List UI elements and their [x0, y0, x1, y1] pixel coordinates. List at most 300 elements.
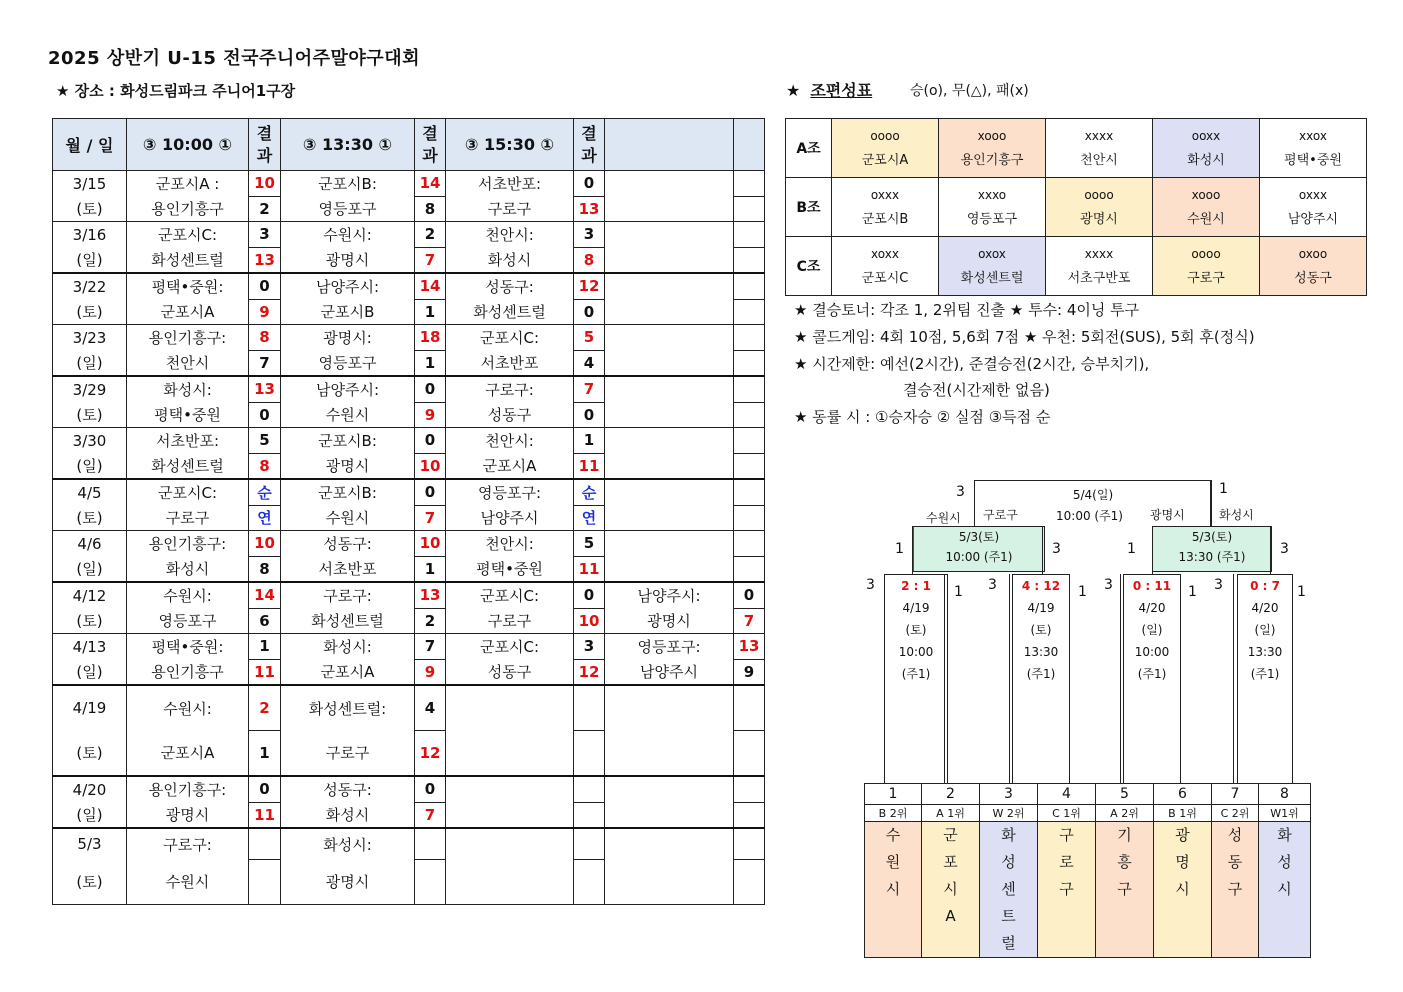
- team-name: 영등포구: [281, 196, 415, 222]
- team-name: [446, 802, 574, 828]
- team-name: 화성센트럴: [446, 299, 574, 325]
- score-cell: 9: [415, 659, 446, 685]
- score-cell: [415, 828, 446, 860]
- quarterfinal-time: 10:00: [898, 645, 934, 659]
- schedule-row: [53, 273, 765, 299]
- quarterfinal-left-score: 3: [1214, 577, 1223, 593]
- team-record: oxoo: [1298, 246, 1328, 261]
- team-name: 구로구: [127, 505, 249, 531]
- team-name: 군포시C:: [446, 634, 574, 660]
- group-row: [786, 119, 1367, 178]
- score-cell: [249, 860, 281, 905]
- team-name: 광명시: [281, 247, 415, 273]
- quarterfinal-left-score: 3: [866, 577, 875, 593]
- semi-box-left: [912, 526, 1045, 572]
- match-date: 4/20: [53, 776, 127, 802]
- score-cell: 8: [249, 556, 281, 582]
- team-name: [605, 350, 734, 376]
- seed-team: [1096, 822, 1154, 958]
- score-cell: [734, 247, 765, 273]
- team-name: 화성시: [446, 247, 574, 273]
- team-name: 평택•중원:: [127, 273, 249, 299]
- score-cell: 연: [574, 505, 605, 531]
- schedule-row: [53, 505, 765, 531]
- team-name: 평택•중원: [446, 556, 574, 582]
- groups-heading-star: ★: [786, 81, 801, 100]
- quarterfinal-time: 10:00: [1134, 645, 1170, 659]
- score-cell: 18: [415, 325, 446, 351]
- quarterfinal-day: (일): [1141, 623, 1163, 637]
- team-name: 군포시B: [281, 299, 415, 325]
- team-name: 화성시: [1187, 152, 1225, 168]
- schedule-row: [53, 659, 765, 685]
- group-team-cell: [939, 178, 1046, 237]
- schedule-row: [53, 776, 765, 802]
- score-cell: [734, 731, 765, 777]
- quarterfinal-date: 4/20: [1251, 601, 1279, 615]
- team-name: [605, 299, 734, 325]
- team-name: 용인기흥구: [960, 152, 1024, 168]
- score-cell: 12: [574, 659, 605, 685]
- team-name: 서초반포:: [127, 428, 249, 454]
- team-name: [446, 731, 574, 777]
- quarterfinal-right-score: 1: [1297, 584, 1306, 600]
- score-cell: [734, 350, 765, 376]
- bracket-line: [1152, 526, 1153, 574]
- seed-team-name: 화성센트럴: [1001, 826, 1016, 952]
- schedule-row: [53, 731, 765, 777]
- match-day: (토): [53, 402, 127, 428]
- team-name: 군포시A :: [127, 171, 249, 197]
- group-team-cell: [939, 237, 1046, 296]
- schedule-row: [53, 802, 765, 828]
- seed-team-row: [865, 822, 1311, 958]
- team-record: xooo: [1191, 187, 1221, 202]
- score-cell: 9: [734, 659, 765, 685]
- seed-team-name: 화성시: [1277, 826, 1292, 898]
- seed-number: 7: [1212, 784, 1259, 805]
- team-name: 성동구: [1294, 270, 1332, 286]
- team-name: 평택•중원: [127, 402, 249, 428]
- team-name: 용인기흥구:: [127, 776, 249, 802]
- score-cell: [734, 222, 765, 248]
- schedule-row: [53, 479, 765, 505]
- team-record: oxxx: [870, 187, 900, 202]
- schedule-row: [53, 634, 765, 660]
- match-day: (일): [53, 453, 127, 479]
- team-name: 광명시: [1080, 211, 1118, 227]
- score-cell: 0: [415, 428, 446, 454]
- match-day: (토): [53, 860, 127, 905]
- score-cell: 13: [249, 247, 281, 273]
- seed-rank: W 2위: [980, 805, 1038, 822]
- score-cell: [734, 776, 765, 802]
- semi-left-date: 5/3(토): [958, 530, 1000, 544]
- score-cell: 3: [574, 222, 605, 248]
- bracket-line: [1210, 480, 1211, 526]
- final-date: 5/4(일): [1072, 488, 1114, 502]
- team-name: 용인기흥구:: [127, 531, 249, 557]
- score-cell: 5: [574, 531, 605, 557]
- seed-team: [980, 822, 1038, 958]
- group-team-cell: [939, 119, 1046, 178]
- semi-right-lscore: 1: [1127, 541, 1136, 557]
- team-name: 구로구:: [446, 376, 574, 402]
- header-result3: 결 과: [574, 119, 605, 171]
- score-cell: 13: [574, 196, 605, 222]
- score-cell: 1: [249, 731, 281, 777]
- quarterfinal-score: 2 : 1: [901, 579, 931, 593]
- seed-team: [1038, 822, 1096, 958]
- seed-rank: A 2위: [1096, 805, 1154, 822]
- semi-right-rscore: 3: [1280, 541, 1289, 557]
- score-cell: 11: [249, 802, 281, 828]
- bracket-line: [974, 480, 975, 526]
- semi-left-time: 10:00 (주1): [945, 550, 1013, 564]
- team-record: oooo: [1084, 187, 1114, 202]
- groups-heading-text: 조편성표: [810, 81, 873, 100]
- match-date: 4/6: [53, 531, 127, 557]
- semi-left-lscore: 1: [895, 541, 904, 557]
- score-cell: 10: [415, 453, 446, 479]
- score-cell: 14: [249, 582, 281, 608]
- rule-time-limit-final: 결승전(시간제한 없음): [903, 381, 1050, 399]
- quarterfinal-field: (주1): [901, 667, 931, 681]
- seed-team: [922, 822, 980, 958]
- team-name: [605, 802, 734, 828]
- quarterfinal-right-score: 1: [1078, 584, 1087, 600]
- quarterfinal-box: [1123, 574, 1181, 783]
- quarterfinal-box: [1237, 574, 1293, 783]
- match-date: 3/29: [53, 376, 127, 402]
- final-time: 10:00 (주1): [1056, 509, 1123, 523]
- team-name: [605, 556, 734, 582]
- team-name: 남양주시: [605, 659, 734, 685]
- seed-rank: B 1위: [1154, 805, 1212, 822]
- score-cell: 순: [574, 479, 605, 505]
- rule-tiebreak: ★ 동률 시 : ①승자승 ② 실점 ③득점 순: [794, 408, 1051, 426]
- seed-number: 6: [1154, 784, 1212, 805]
- score-cell: 0: [249, 402, 281, 428]
- semi-left-rscore: 3: [1052, 541, 1061, 557]
- final-left-score: 3: [956, 484, 965, 500]
- score-cell: 14: [415, 171, 446, 197]
- match-day: (토): [53, 608, 127, 634]
- score-cell: [734, 171, 765, 197]
- group-team-cell: [1046, 119, 1153, 178]
- score-cell: 14: [415, 273, 446, 299]
- score-cell: 5: [249, 428, 281, 454]
- venue-label: ★ 장소 : 화성드림파크 주니어1구장: [56, 82, 296, 100]
- schedule-table: [52, 118, 765, 905]
- group-team-cell: [1153, 119, 1260, 178]
- score-cell: [574, 860, 605, 905]
- score-cell: [734, 273, 765, 299]
- team-name: 천안시: [127, 350, 249, 376]
- semi-right-time: 13:30 (주1): [1178, 550, 1246, 564]
- schedule-row: [53, 860, 765, 905]
- score-cell: 3: [249, 222, 281, 248]
- team-name: [605, 776, 734, 802]
- quarterfinal-day: (토): [1030, 623, 1052, 637]
- team-name: 용인기흥구:: [127, 325, 249, 351]
- schedule-row: [53, 171, 765, 197]
- score-cell: [734, 325, 765, 351]
- team-name: 군포시C:: [446, 582, 574, 608]
- group-team-cell: [1260, 119, 1367, 178]
- team-name: 화성센트럴:: [281, 685, 415, 731]
- score-cell: 7: [415, 505, 446, 531]
- score-cell: [574, 802, 605, 828]
- team-name: 화성시:: [127, 376, 249, 402]
- score-cell: [734, 376, 765, 402]
- schedule-row: [53, 556, 765, 582]
- semi-box-right: [1152, 526, 1272, 572]
- groups-heading: [786, 78, 872, 101]
- team-name: [605, 731, 734, 777]
- team-name: [446, 828, 574, 860]
- quarterfinal-day: (일): [1254, 623, 1276, 637]
- team-name: 화성센트럴: [127, 247, 249, 273]
- group-name: C조: [786, 237, 832, 296]
- schedule-row: [53, 428, 765, 454]
- score-cell: [734, 453, 765, 479]
- team-name: 군포시C:: [127, 222, 249, 248]
- bracket-line: [1270, 526, 1271, 574]
- team-name: [605, 247, 734, 273]
- match-date: 3/16: [53, 222, 127, 248]
- match-day: (토): [53, 299, 127, 325]
- group-team-cell: [832, 237, 939, 296]
- team-name: 성동구:: [281, 776, 415, 802]
- seed-team-name: 구로구: [1059, 826, 1074, 898]
- score-cell: 11: [249, 659, 281, 685]
- schedule-row: [53, 350, 765, 376]
- score-cell: [574, 828, 605, 860]
- bracket-line: [944, 574, 945, 783]
- quarterfinal-right-score: 1: [954, 584, 963, 600]
- team-name: 천안시: [1080, 152, 1118, 168]
- score-cell: 7: [249, 350, 281, 376]
- score-cell: 13: [415, 582, 446, 608]
- score-cell: 0: [249, 776, 281, 802]
- score-cell: [249, 828, 281, 860]
- match-day: (토): [53, 505, 127, 531]
- score-cell: 1: [415, 556, 446, 582]
- team-name: 용인기흥구: [127, 196, 249, 222]
- seed-team: [1259, 822, 1311, 958]
- match-day: (토): [53, 731, 127, 777]
- team-name: 서초반포: [281, 556, 415, 582]
- score-cell: 8: [415, 196, 446, 222]
- rule-final-tournament: ★ 결승토너: 각조 1, 2위팀 진출 ★ 투수: 4이닝 투구: [794, 301, 1140, 319]
- team-name: 구로구: [446, 608, 574, 634]
- seed-rank-row: [865, 805, 1311, 822]
- score-cell: 0: [415, 776, 446, 802]
- team-name: 평택•중원:: [127, 634, 249, 660]
- score-cell: 10: [415, 531, 446, 557]
- final-left-label: 수원시: [926, 511, 961, 525]
- score-cell: [574, 685, 605, 731]
- match-date: 3/30: [53, 428, 127, 454]
- match-day: (일): [53, 247, 127, 273]
- seed-rank: A 1위: [922, 805, 980, 822]
- bracket-line: [1009, 574, 1010, 783]
- schedule-row: [53, 531, 765, 557]
- groups-table: [785, 118, 1367, 296]
- seed-team-name: 성동구: [1227, 826, 1243, 898]
- team-name: 화성시: [281, 802, 415, 828]
- seed-table: [864, 783, 1311, 958]
- team-name: 서초반포: [446, 350, 574, 376]
- team-name: [605, 453, 734, 479]
- team-name: 화성시:: [281, 634, 415, 660]
- groups-legend: 승(o), 무(△), 패(x): [910, 83, 1029, 99]
- team-name: 남양주시: [1287, 211, 1339, 227]
- group-team-cell: [1046, 178, 1153, 237]
- seed-team-name: 기흥구: [1117, 826, 1132, 898]
- header-slot4: [605, 119, 734, 171]
- score-cell: 1: [574, 428, 605, 454]
- team-name: [446, 685, 574, 731]
- header-result2: 결 과: [415, 119, 446, 171]
- score-cell: 연: [249, 505, 281, 531]
- schedule-row: [53, 402, 765, 428]
- score-cell: 12: [415, 731, 446, 777]
- team-name: 남양주시:: [281, 273, 415, 299]
- seed-rank: W1위: [1259, 805, 1311, 822]
- quarterfinal-score: 4 : 12: [1021, 579, 1061, 593]
- match-date: 4/12: [53, 582, 127, 608]
- score-cell: 8: [574, 247, 605, 273]
- team-name: 수원시:: [127, 685, 249, 731]
- team-name: 성동구: [446, 659, 574, 685]
- seed-number-row: [865, 784, 1311, 805]
- group-row: [786, 237, 1367, 296]
- group-team-cell: [1046, 237, 1153, 296]
- header-slot3: ③ 15:30 ①: [446, 119, 574, 171]
- score-cell: 5: [574, 325, 605, 351]
- team-name: 군포시A: [861, 152, 909, 168]
- header-date: 월 / 일: [53, 119, 127, 171]
- score-cell: 8: [249, 453, 281, 479]
- final-right-team: 광명시: [1150, 508, 1185, 522]
- score-cell: 1: [249, 634, 281, 660]
- team-name: 수원시:: [127, 582, 249, 608]
- seed-team: [1154, 822, 1212, 958]
- schedule-row: [53, 196, 765, 222]
- schedule-body: [53, 171, 765, 905]
- team-name: [605, 479, 734, 505]
- team-name: 수원시:: [281, 222, 415, 248]
- team-name: 영등포구: [127, 608, 249, 634]
- team-name: 영등포구:: [446, 479, 574, 505]
- group-row: [786, 178, 1367, 237]
- team-name: 천안시:: [446, 428, 574, 454]
- quarterfinal-date: 4/20: [1138, 601, 1166, 615]
- score-cell: [734, 505, 765, 531]
- score-cell: [734, 828, 765, 860]
- score-cell: 0: [574, 171, 605, 197]
- score-cell: [734, 299, 765, 325]
- schedule-row: [53, 222, 765, 248]
- score-cell: 7: [415, 802, 446, 828]
- seed-team: [865, 822, 922, 958]
- team-name: 광명시:: [281, 325, 415, 351]
- score-cell: [734, 802, 765, 828]
- schedule-row: [53, 247, 765, 273]
- team-name: 군포시A: [446, 453, 574, 479]
- team-name: 화성센트럴: [281, 608, 415, 634]
- rule-time-limit: ★ 시간제한: 예선(2시간), 준결승전(2시간, 승부치기),: [794, 355, 1150, 373]
- score-cell: 4: [574, 350, 605, 376]
- team-record: xoxx: [871, 246, 899, 261]
- team-name: 광명시: [281, 860, 415, 905]
- score-cell: 0: [574, 299, 605, 325]
- group-team-cell: [1153, 178, 1260, 237]
- team-name: [605, 376, 734, 402]
- score-cell: 0: [574, 402, 605, 428]
- team-name: [605, 196, 734, 222]
- team-name: 서초반포:: [446, 171, 574, 197]
- team-record: oooo: [870, 128, 900, 143]
- team-name: 남양주시: [446, 505, 574, 531]
- score-cell: 0: [574, 582, 605, 608]
- team-name: [605, 828, 734, 860]
- quarterfinal-field: (주1): [1137, 667, 1167, 681]
- quarterfinal-day: (토): [905, 623, 927, 637]
- team-name: 성동구:: [446, 273, 574, 299]
- quarterfinal-left-score: 3: [988, 577, 997, 593]
- team-name: 서초구반포: [1067, 270, 1131, 286]
- team-name: 군포시B:: [281, 171, 415, 197]
- quarterfinal-date: 4/19: [1027, 601, 1055, 615]
- match-date: 5/3: [53, 828, 127, 860]
- match-date: 4/5: [53, 479, 127, 505]
- schedule-row: [53, 582, 765, 608]
- group-name: A조: [786, 119, 832, 178]
- team-name: 수원시: [281, 505, 415, 531]
- schedule-header-row: [53, 119, 765, 171]
- score-cell: 9: [249, 299, 281, 325]
- quarterfinal-date: 4/19: [902, 601, 930, 615]
- team-name: 수원시: [127, 860, 249, 905]
- score-cell: 10: [249, 171, 281, 197]
- group-team-cell: [832, 178, 939, 237]
- score-cell: 13: [734, 634, 765, 660]
- quarterfinal-score: 0 : 11: [1132, 579, 1172, 593]
- score-cell: 0: [415, 376, 446, 402]
- semi-right-date: 5/3(토): [1191, 530, 1233, 544]
- team-record: xooo: [977, 128, 1007, 143]
- group-name: B조: [786, 178, 832, 237]
- team-name: 평택•중원: [1284, 152, 1342, 168]
- score-cell: 12: [574, 273, 605, 299]
- team-name: 광명시: [605, 608, 734, 634]
- match-date: 4/13: [53, 634, 127, 660]
- score-cell: [734, 531, 765, 557]
- match-day: (일): [53, 556, 127, 582]
- group-team-cell: [1260, 237, 1367, 296]
- score-cell: 0: [734, 582, 765, 608]
- quarterfinal-time: 13:30: [1023, 645, 1059, 659]
- team-name: [605, 325, 734, 351]
- match-day: (일): [53, 802, 127, 828]
- score-cell: [734, 479, 765, 505]
- seed-number: 5: [1096, 784, 1154, 805]
- team-name: 광명시: [281, 453, 415, 479]
- score-cell: 0: [249, 273, 281, 299]
